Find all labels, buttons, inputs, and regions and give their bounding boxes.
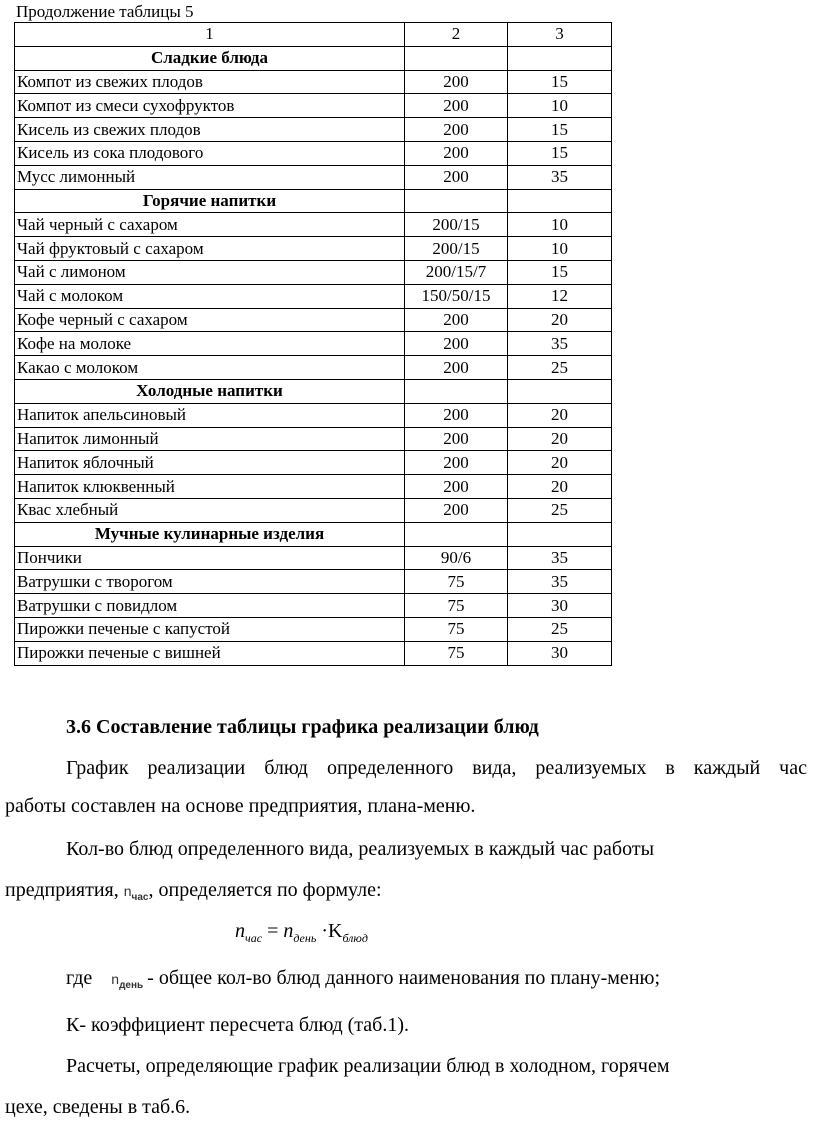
section-row xyxy=(15,46,612,70)
dish-name-cell: Кисель из свежих плодов xyxy=(15,118,405,142)
paragraph-3-text-after: - общее кол-во блюд данного наименования по плану-меню; xyxy=(147,967,661,989)
portion-cell: 200 xyxy=(405,498,508,522)
quantity-cell: 25 xyxy=(508,356,612,380)
dish-name-cell: Чай черный с сахаром xyxy=(15,213,405,237)
n-hour-sub: час xyxy=(131,891,149,903)
dish-name-cell: Пирожки печеные с вишней xyxy=(15,641,405,665)
table-row xyxy=(15,70,612,94)
paragraph-1-line-2: работы составлен на основе предприятия, плана-меню. xyxy=(5,795,476,817)
quantity-cell: 10 xyxy=(508,94,612,118)
paragraph-5-line-2: цехе, сведены в таб.6. xyxy=(5,1096,191,1118)
section-title: Горячие напитки xyxy=(15,189,405,213)
portion-cell: 75 xyxy=(405,594,508,618)
quantity-cell: 12 xyxy=(508,284,612,308)
portion-cell: 90/6 xyxy=(405,546,508,570)
dish-name-cell: Напиток лимонный xyxy=(15,427,405,451)
quantity-cell: 20 xyxy=(508,427,612,451)
portion-cell: 200 xyxy=(405,403,508,427)
quantity-cell: 25 xyxy=(508,617,612,641)
section-heading: 3.6 Составление таблицы графика реализации блюд xyxy=(66,716,539,738)
quantity-cell: 20 xyxy=(508,308,612,332)
quantity-cell: 10 xyxy=(508,213,612,237)
dish-name-cell: Квас хлебный xyxy=(15,498,405,522)
dish-name-cell: Чай с лимоном xyxy=(15,260,405,284)
section-title: Сладкие блюда xyxy=(15,46,405,70)
table-row xyxy=(15,546,612,570)
portion-cell: 200 xyxy=(405,427,508,451)
menu-table xyxy=(14,22,612,666)
table-row xyxy=(15,118,612,142)
portion-cell: 200 xyxy=(405,308,508,332)
paragraph-2-line-1: Кол-во блюд определенного вида, реализуемых в каждый час работы xyxy=(66,838,655,860)
section-title: Мучные кулинарные изделия xyxy=(15,522,405,546)
portion-cell: 200/15 xyxy=(405,237,508,261)
section-empty-cell xyxy=(405,379,508,403)
formula-dot: · xyxy=(321,920,328,942)
section-row xyxy=(15,189,612,213)
formula-lhs: n xyxy=(235,920,245,942)
dish-name-cell: Напиток яблочный xyxy=(15,451,405,475)
portion-cell: 200 xyxy=(405,70,508,94)
dish-name-cell: Пирожки печеные с капустой xyxy=(15,617,405,641)
paragraph-2-line-2 xyxy=(5,877,382,911)
formula-equals: = xyxy=(267,920,279,942)
dish-name-cell: Ватрушки с творогом xyxy=(15,570,405,594)
table-row xyxy=(15,570,612,594)
quantity-cell: 20 xyxy=(508,475,612,499)
quantity-cell: 35 xyxy=(508,546,612,570)
header-cell-2: 2 xyxy=(405,23,508,47)
table-row xyxy=(15,260,612,284)
quantity-cell: 35 xyxy=(508,570,612,594)
table-row xyxy=(15,427,612,451)
paragraph-2-text-before: предприятия, xyxy=(5,879,124,901)
dish-name-cell: Пончики xyxy=(15,546,405,570)
table-row xyxy=(15,451,612,475)
header-cell-3: 3 xyxy=(508,23,612,47)
dish-name-cell: Какао с молоком xyxy=(15,356,405,380)
table-row xyxy=(15,617,612,641)
portion-cell: 200 xyxy=(405,475,508,499)
dish-name-cell: Напиток клюквенный xyxy=(15,475,405,499)
table-row xyxy=(15,284,612,308)
dish-name-cell: Мусс лимонный xyxy=(15,165,405,189)
section-empty-cell xyxy=(508,189,612,213)
formula xyxy=(235,918,368,951)
portion-cell: 200 xyxy=(405,94,508,118)
dish-name-cell: Кофе на молоке xyxy=(15,332,405,356)
dish-name-cell: Кисель из сока плодового xyxy=(15,141,405,165)
section-empty-cell xyxy=(508,379,612,403)
table-row xyxy=(15,594,612,618)
section-empty-cell xyxy=(508,46,612,70)
paragraph-3 xyxy=(66,965,660,999)
table-row xyxy=(15,165,612,189)
formula-rhs-sub: день xyxy=(293,931,317,945)
section-empty-cell xyxy=(405,522,508,546)
table-row xyxy=(15,356,612,380)
quantity-cell: 35 xyxy=(508,165,612,189)
formula-rhs: n xyxy=(283,920,294,942)
table-header-row xyxy=(15,23,612,47)
paragraph-3-text-before: где xyxy=(66,967,98,989)
quantity-cell: 25 xyxy=(508,498,612,522)
table-row xyxy=(15,498,612,522)
paragraph-1-line-1: График реализации блюд определенного вида, реализуемых в каждый час xyxy=(66,757,807,779)
portion-cell: 200/15 xyxy=(405,213,508,237)
portion-cell: 75 xyxy=(405,570,508,594)
portion-cell: 200 xyxy=(405,451,508,475)
portion-cell: 150/50/15 xyxy=(405,284,508,308)
table-row xyxy=(15,308,612,332)
formula-k-sub: блюд xyxy=(342,931,368,945)
n-hour-symbol xyxy=(124,878,149,911)
n-day-sub: день xyxy=(119,979,144,991)
quantity-cell: 20 xyxy=(508,403,612,427)
dish-name-cell: Кофе черный с сахаром xyxy=(15,308,405,332)
formula-lhs-sub: час xyxy=(245,931,263,945)
dish-name-cell: Чай с молоком xyxy=(15,284,405,308)
table-caption: Продолжение таблицы 5 xyxy=(16,2,194,21)
dish-name-cell: Напиток апельсиновый xyxy=(15,403,405,427)
quantity-cell: 30 xyxy=(508,641,612,665)
n-hour-base: n xyxy=(123,883,132,899)
portion-cell: 75 xyxy=(405,617,508,641)
section-row xyxy=(15,379,612,403)
n-day-base: n xyxy=(111,971,120,987)
quantity-cell: 15 xyxy=(508,260,612,284)
section-empty-cell xyxy=(508,522,612,546)
formula-k: K xyxy=(327,920,343,942)
quantity-cell: 35 xyxy=(508,332,612,356)
portion-cell: 200 xyxy=(405,118,508,142)
dish-name-cell: Компот из свежих плодов xyxy=(15,70,405,94)
table-row xyxy=(15,141,612,165)
portion-cell: 200 xyxy=(405,165,508,189)
menu-table-body xyxy=(15,23,612,666)
dish-name-cell: Чай фруктовый с сахаром xyxy=(15,237,405,261)
paragraph-5-line-1: Расчеты, определяющие график реализации блюд в холодном, горячем xyxy=(66,1055,670,1077)
portion-cell: 75 xyxy=(405,641,508,665)
paragraph-2-text-after: , определяется по формуле: xyxy=(148,879,382,901)
portion-cell: 200 xyxy=(405,332,508,356)
quantity-cell: 15 xyxy=(508,118,612,142)
table-row xyxy=(15,641,612,665)
table-row xyxy=(15,237,612,261)
table-row xyxy=(15,475,612,499)
section-empty-cell xyxy=(405,189,508,213)
quantity-cell: 15 xyxy=(508,141,612,165)
table-row xyxy=(15,403,612,427)
header-cell-1: 1 xyxy=(15,23,405,47)
quantity-cell: 15 xyxy=(508,70,612,94)
section-row xyxy=(15,522,612,546)
quantity-cell: 20 xyxy=(508,451,612,475)
table-row xyxy=(15,332,612,356)
table-row xyxy=(15,213,612,237)
section-empty-cell xyxy=(405,46,508,70)
quantity-cell: 10 xyxy=(508,237,612,261)
quantity-cell: 30 xyxy=(508,594,612,618)
dish-name-cell: Компот из смеси сухофруктов xyxy=(15,94,405,118)
portion-cell: 200 xyxy=(405,356,508,380)
table-row xyxy=(15,94,612,118)
portion-cell: 200/15/7 xyxy=(405,260,508,284)
paragraph-4: К- коэффициент пересчета блюд (таб.1). xyxy=(66,1014,409,1036)
dish-name-cell: Ватрушки с повидлом xyxy=(15,594,405,618)
portion-cell: 200 xyxy=(405,141,508,165)
n-day-symbol xyxy=(111,966,143,999)
section-title: Холодные напитки xyxy=(15,379,405,403)
